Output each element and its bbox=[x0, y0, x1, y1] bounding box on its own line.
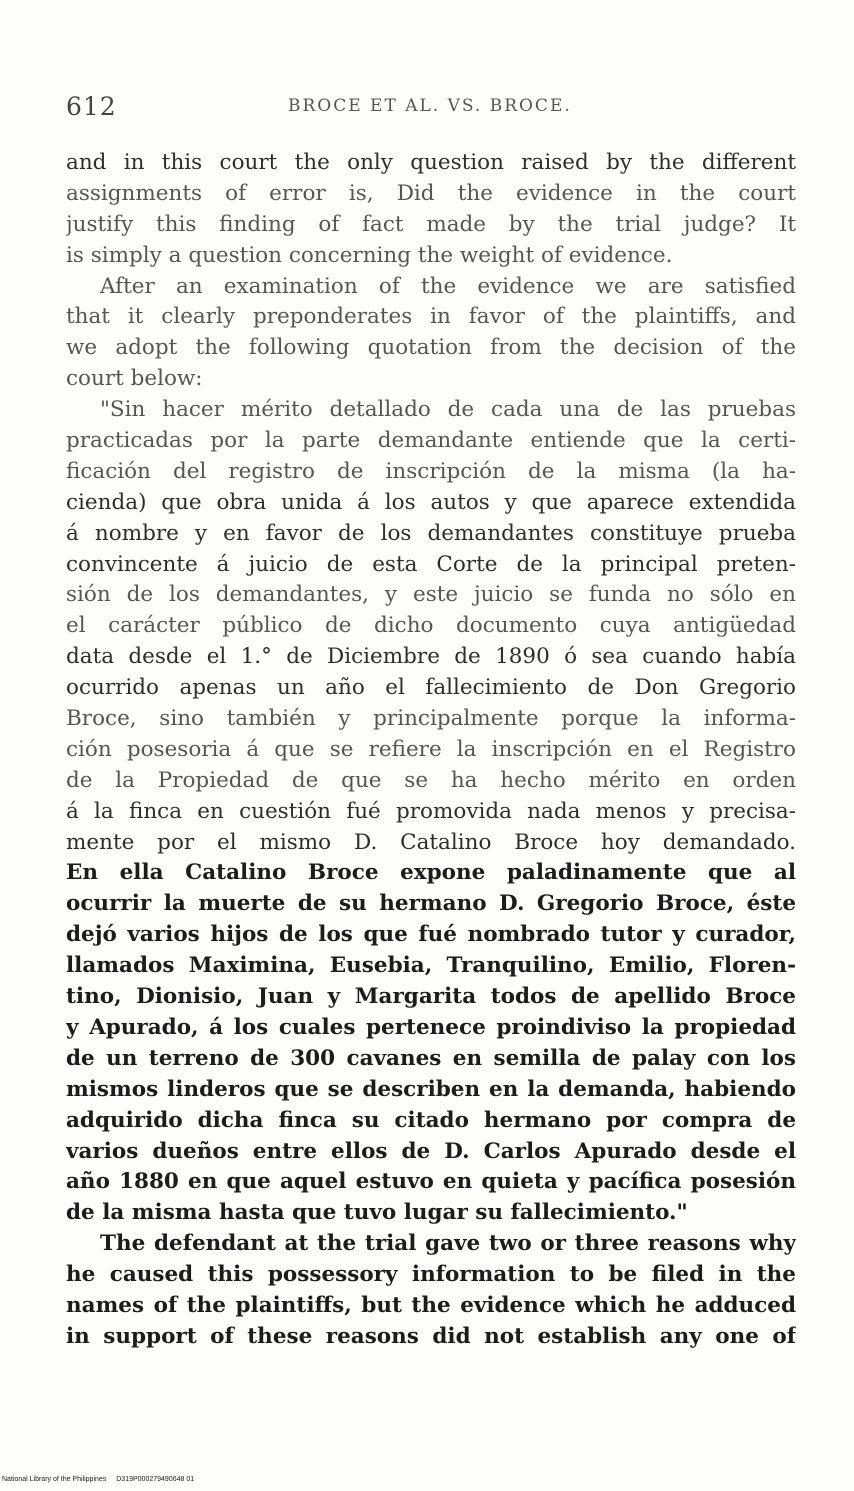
text-line: assignments of error is, Did the evidence in the court bbox=[66, 180, 796, 206]
text-line: justify this finding of fact made by the trial judge? It bbox=[66, 211, 796, 237]
text-line: cienda) que obra unida á los autos y que aparece extendida bbox=[66, 489, 796, 515]
text-line: data desde el 1.° de Diciembre de 1890 ó sea cuando había bbox=[66, 644, 796, 670]
text-line: Broce, sino también y principalmente porque la informa- bbox=[66, 706, 796, 732]
text-line: tino, Dionisio, Juan y Margarita todos de apellido Broce bbox=[66, 984, 796, 1010]
text-line: he caused this possessory information to be filed in the bbox=[66, 1262, 796, 1288]
text-line: names of the plaintiffs, but the evidence which he adduced bbox=[66, 1292, 796, 1318]
scan-identifier: D319P000279490648 01 bbox=[116, 1476, 195, 1483]
text-line: llamados Maximina, Eusebia, Tranquilino, Emilio, Floren- bbox=[66, 953, 796, 979]
text-line: á la finca en cuestión fué promovida nada menos y precisa- bbox=[66, 798, 796, 824]
text-line: is simply a question concerning the weight of evidence. bbox=[66, 242, 673, 268]
text-line: we adopt the following quotation from the decision of the bbox=[66, 335, 796, 361]
scan-footer bbox=[2, 1476, 202, 1483]
text-line: En ella Catalino Broce expone paladinamente que al bbox=[66, 860, 796, 886]
text-line: año 1880 en que aquel estuvo en quieta y pacífica posesión bbox=[66, 1169, 796, 1195]
library-credit: National Library of the Philippines bbox=[2, 1476, 107, 1483]
running-header bbox=[66, 92, 806, 122]
page-number: 612 bbox=[66, 92, 117, 121]
text-line: that it clearly preponderates in favor of the plaintiffs, and bbox=[66, 304, 796, 330]
text-line: mismos linderos que se describen en la demanda, habiendo bbox=[66, 1076, 796, 1102]
text-line: y Apurado, á los cuales pertenece proindiviso la propiedad bbox=[66, 1014, 796, 1040]
text-line: court below: bbox=[66, 366, 203, 392]
text-line: and in this court the only question raised by the different bbox=[66, 150, 796, 175]
running-title: BROCE ET AL. VS. BROCE. bbox=[288, 96, 572, 116]
text-line: sión de los demandantes, y este juicio se funda no sólo en bbox=[66, 582, 796, 608]
text-line: The defendant at the trial gave two or three reasons why bbox=[100, 1231, 796, 1257]
text-line: á nombre y en favor de los demandantes constituye prueba bbox=[66, 520, 796, 546]
text-line: practicadas por la parte demandante entiende que la certi- bbox=[66, 428, 796, 454]
text-line: dejó varios hijos de los que fué nombrado tutor y curador, bbox=[66, 922, 796, 948]
text-line: el carácter público de dicho documento cuya antigüedad bbox=[66, 613, 796, 639]
text-line: ficación del registro de inscripción de la misma (la ha- bbox=[66, 458, 796, 484]
text-line: de un terreno de 300 cavanes en semilla de palay con los bbox=[66, 1045, 796, 1071]
text-line: "Sin hacer mérito detallado de cada una de las pruebas bbox=[100, 397, 796, 423]
text-line: After an examination of the evidence we are satisfied bbox=[100, 273, 796, 299]
text-line: convincente á juicio de esta Corte de la principal preten- bbox=[66, 551, 796, 577]
text-line: ción posesoria á que se refiere la inscripción en el Registro bbox=[66, 736, 796, 762]
text-line: de la Propiedad de que se ha hecho mérito en orden bbox=[66, 767, 796, 793]
text-line: de la misma hasta que tuvo lugar su fallecimiento." bbox=[66, 1200, 688, 1226]
body-text bbox=[66, 148, 796, 1353]
text-line: mente por el mismo D. Catalino Broce hoy demandado. bbox=[66, 829, 796, 855]
text-line: ocurrido apenas un año el fallecimiento de Don Gregorio bbox=[66, 675, 796, 701]
text-line: adquirido dicha finca su citado hermano por compra de bbox=[66, 1107, 796, 1133]
text-line: varios dueños entre ellos de D. Carlos Apurado desde el bbox=[66, 1138, 796, 1164]
text-line: ocurrir la muerte de su hermano D. Gregorio Broce, éste bbox=[66, 891, 796, 917]
text-line: in support of these reasons did not establish any one of bbox=[66, 1323, 796, 1349]
